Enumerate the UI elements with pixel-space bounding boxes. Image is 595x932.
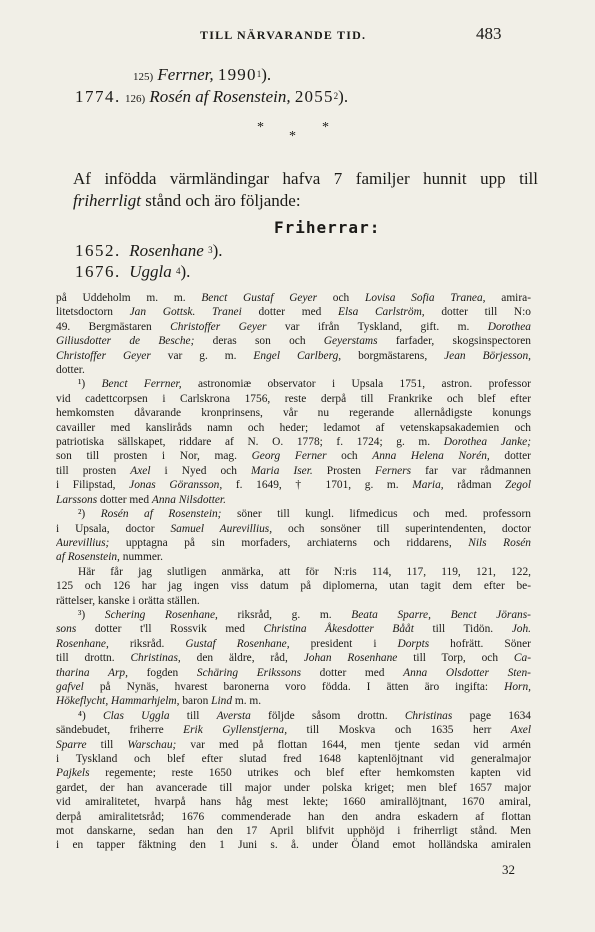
friherre-entry: 1652. Rosenhane $^3$). [75, 241, 223, 260]
note-line: sändebudet, friherre Erik Gyllenstjerna, till Moskva och 1635 herr Axel [56, 724, 531, 737]
entry-125: 125) Ferrner, 1990$^1$). [133, 65, 272, 84]
entry-year: 1676. [75, 262, 121, 281]
entry-number: 126) [125, 93, 146, 105]
note-line: Larssons dotter med Anna Nilsdotter. [56, 493, 226, 506]
footnote-marker: 4 [176, 266, 181, 276]
friherre-entry: 1676. Uggla $^4$). [75, 262, 191, 281]
asterisk: * [257, 120, 264, 135]
note-line: 125 och 126 har jag ingen viss datum på diplomerna, utan tagit dem efter be- [56, 580, 531, 593]
signature-mark: 32 [502, 862, 515, 877]
note-line: Rosenhane, riksråd. Gustaf Rosenhane, president i Dorpts hofrätt. Söner [56, 637, 531, 650]
note-line: son till prosten i Nor, mag. Georg Ferner och Anna Helena Norén, dotter [56, 450, 531, 463]
note-line: patriotiska sällskapet, riddare af N. O. 1778; f. 1724; g. m. Dorothea Janke; [56, 436, 531, 449]
note-line: gafvel på Nynäs, hvarest baronerna voro födda. I ätten äro ingifta: Horn, [56, 680, 531, 693]
note-line: dotter. [56, 364, 85, 377]
note-line: ³) Schering Rosenhane, riksråd, g. m. Beata Sparre, Benct Jörans- [78, 608, 531, 621]
asterism [0, 120, 595, 150]
entry-value: 2055 [294, 87, 334, 106]
page-number: 483 [476, 24, 502, 43]
section-heading: Friherrar: [274, 218, 381, 237]
asterisk: * [322, 120, 329, 135]
note-line: ²) Rosén af Rosenstein; söner till kungl. lifmedicus och med. professorn [78, 508, 531, 521]
note-line: tharina Arp, fogden Schäring Erikssons dotter med Anna Olsdotter Sten- [56, 666, 531, 679]
note-line: vid amiralitetet, hvarpå hans håg mest lekte; 1660 amirallöjtnant, 1670 amiral, [56, 796, 531, 809]
note-line: rättelser, kanske i orätta ställen. [56, 594, 200, 607]
footnote-marker: 3 [208, 245, 213, 255]
entry-number: 125) [133, 71, 154, 83]
note-line: derpå amiralitetsråd; 1676 commenderade han den andra eskadern af flottan [56, 810, 531, 823]
note-line: ⁴) Clas Uggla till Aversta följde såsom drottn. Christinas page 1634 [78, 709, 531, 722]
footnote-marker: 2 [333, 91, 339, 101]
note-line: af Rosenstein, nummer. [56, 551, 163, 564]
intro-line: friherrligt stånd och äro följande: [73, 191, 301, 210]
footnotes [56, 291, 531, 853]
intro-line: Af infödda värmländingar hafva 7 familjer hunnit upp till [73, 169, 538, 188]
note-line: Sparre till Warschau; var med på flottan 1644, men tjente sedan vid armén [56, 738, 531, 751]
note-line: Giliusdotter de Besche; deras son och Geyerstams farfader, skogsinspectoren [56, 335, 531, 348]
entry-value: 1990 [217, 65, 257, 84]
note-line: sons dotter t'll Rossvik med Christina Åkesdotter Bååt till Tidön. Joh. [56, 623, 531, 636]
running-title: TILL NÄRVARANDE TID. [200, 28, 367, 42]
note-line: i Upsala, doctor Samuel Aurevillius, och sonsöner till superintendenten, doctor [56, 522, 531, 535]
note-line: vid cadettcorpsen i Carlskrona 1756, reste derpå till Frankrike och blef efter [56, 392, 531, 405]
footnote-marker: 1 [256, 69, 262, 79]
note-line: Aurevillius; upptagna på sin morfaders, archiaterns och riddarens, Nils Rosén [56, 536, 531, 549]
entry-name: Ferrner, [157, 65, 214, 84]
note-line: hemkomsten dåvarande kronprinsens, vår nu regerande allernådigste konungs [56, 407, 531, 420]
note-line: litetsdoctorn Jan Gottsk. Tranei dotter med Elsa Carlström, dotter till N:o [56, 306, 531, 319]
entry-year: 1774. [75, 87, 121, 106]
note-line: Hökeflycht, Hammarhjelm, baron Lind m. m. [56, 695, 262, 708]
note-line: till drottn. Christinas, den äldre, råd, Johan Rosenhane till Torp, och Ca- [56, 652, 531, 665]
asterisk: * [289, 129, 296, 144]
note-line: till prosten Axel i Nyed och Maria Iser. Prosten Ferners far var rådmannen [56, 464, 531, 477]
note-line: i Filipstad, Jonas Göransson, f. 1649, † 1701, g. m. Maria, rådman Zegol [56, 479, 531, 492]
entry-name: Uggla [129, 262, 172, 281]
note-line: ¹) Benct Ferrner, astronomiæ observator i Upsala 1751, astron. professor [78, 378, 531, 391]
entry-name: Rosenhane [129, 241, 204, 260]
note-line: i Tyskland och blef efter slutad fred 1648 kaptenlöjtnant vid generalmajor [56, 753, 531, 765]
note-line: Pajkels regemente; reste 1650 utrikes och blef efter hemkomsten kapten vid [56, 767, 531, 780]
note-line: mot danskarne, sedan han den 17 April blifvit upphöjd i friherrligt stånd. Men [56, 825, 531, 838]
running-header [0, 24, 595, 46]
note-line: 49. Bergmästaren Christoffer Geyer var ifrån Tyskland, gift. m. Dorothea [56, 320, 531, 333]
note-line: gardet, der han avancerade till major under polska kriget; men blef 1657 major [56, 781, 531, 794]
entry-year: 1652. [75, 241, 121, 260]
note-line: cavailler med kansliråds namn och heder; ledamot af vetenskapsakademien och [56, 421, 531, 434]
note-line: Christoffer Geyer var g. m. Engel Carlberg, borgmästarens, Jean Börjesson, [56, 349, 531, 362]
note-line: i en tapper fäktning den 1 Juni s. å. under Öland emot holländska amiralen [56, 839, 531, 852]
intro-paragraph [73, 168, 538, 212]
note-line: på Uddeholm m. m. Benct Gustaf Geyer och Lovisa Sofia Tranea, amira- [56, 292, 531, 304]
entry-name: Rosén af Rosenstein, [149, 87, 291, 106]
entry-126: 1774. 126) Rosén af Rosenstein, 2055$^2$). [75, 87, 349, 106]
note-line: Här får jag slutligen anmärka, att för N:ris 114, 117, 119, 121, 122, [78, 565, 531, 578]
